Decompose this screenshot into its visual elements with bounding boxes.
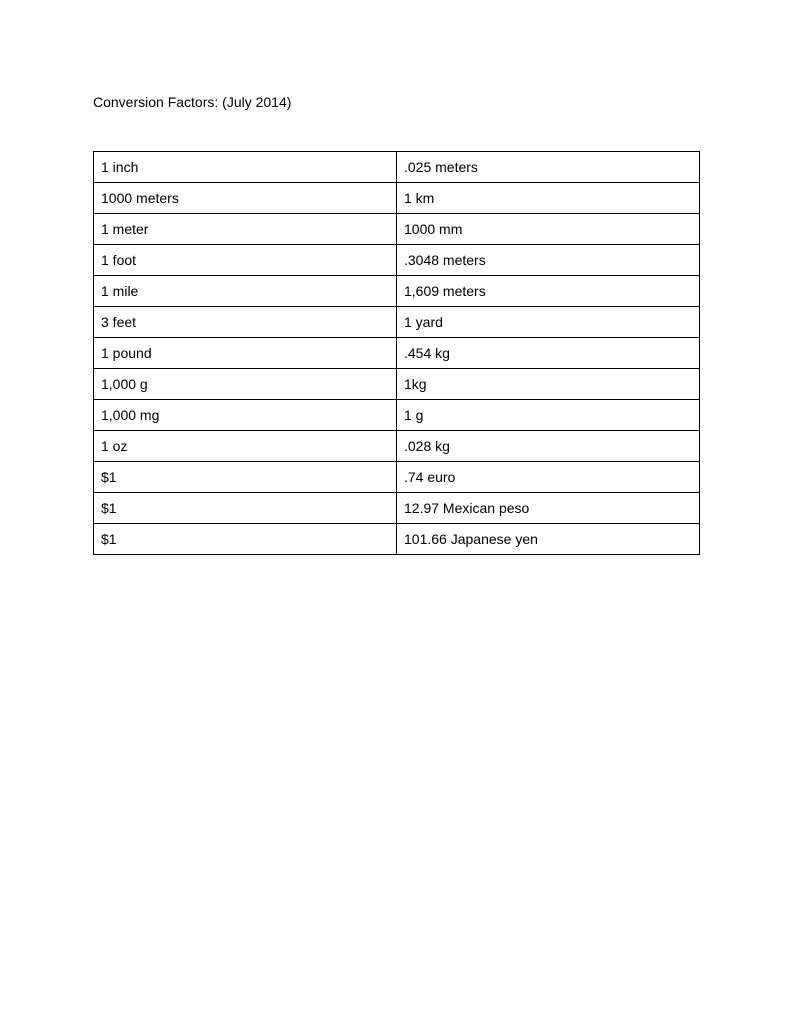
table-row [94, 369, 700, 400]
table-row [94, 338, 700, 369]
table-row [94, 307, 700, 338]
from-cell: $1 [94, 493, 397, 524]
from-cell: 3 feet [94, 307, 397, 338]
to-cell: .3048 meters [397, 245, 700, 276]
to-cell: 1 yard [397, 307, 700, 338]
from-cell: $1 [94, 462, 397, 493]
to-cell: .028 kg [397, 431, 700, 462]
to-cell: 1,609 meters [397, 276, 700, 307]
from-cell: 1 mile [94, 276, 397, 307]
to-cell: 1kg [397, 369, 700, 400]
from-cell: 1 pound [94, 338, 397, 369]
from-cell: 1,000 mg [94, 400, 397, 431]
document-title: Conversion Factors: (July 2014) [93, 94, 292, 110]
to-cell: 101.66 Japanese yen [397, 524, 700, 555]
table-row [94, 214, 700, 245]
conversion-table [93, 151, 700, 555]
from-cell: 1 inch [94, 152, 397, 183]
table-row [94, 183, 700, 214]
table-row [94, 245, 700, 276]
to-cell: 1 g [397, 400, 700, 431]
table-row [94, 276, 700, 307]
to-cell: 1 km [397, 183, 700, 214]
from-cell: 1 foot [94, 245, 397, 276]
from-cell: 1 oz [94, 431, 397, 462]
from-cell: $1 [94, 524, 397, 555]
to-cell: 12.97 Mexican peso [397, 493, 700, 524]
to-cell: .74 euro [397, 462, 700, 493]
from-cell: 1,000 g [94, 369, 397, 400]
from-cell: 1000 meters [94, 183, 397, 214]
table-row [94, 493, 700, 524]
table-row [94, 152, 700, 183]
from-cell: 1 meter [94, 214, 397, 245]
to-cell: 1000 mm [397, 214, 700, 245]
table-row [94, 462, 700, 493]
table-row [94, 400, 700, 431]
to-cell: .025 meters [397, 152, 700, 183]
table-row [94, 524, 700, 555]
to-cell: .454 kg [397, 338, 700, 369]
table-row [94, 431, 700, 462]
